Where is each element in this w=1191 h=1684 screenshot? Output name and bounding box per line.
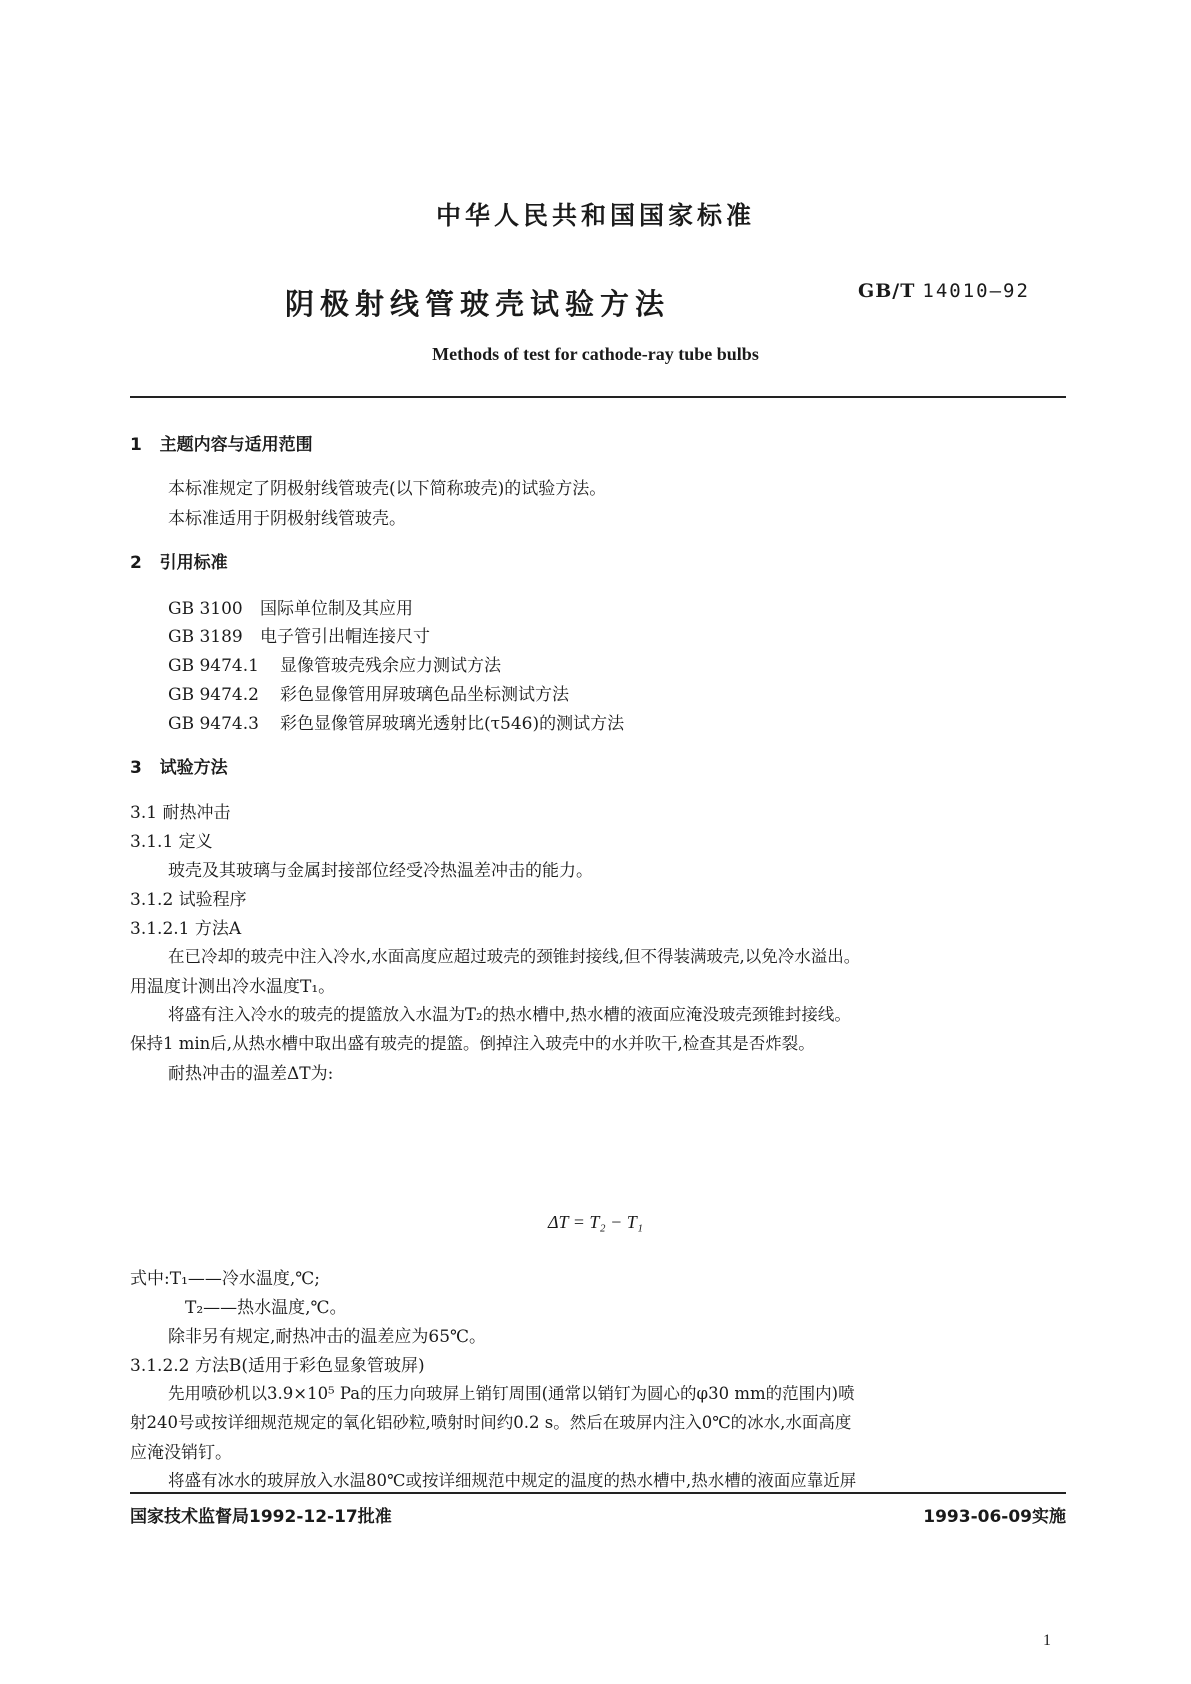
reference-code: GB 9474.2 bbox=[168, 685, 259, 705]
implementation-date: 1993-06-09实施 bbox=[923, 1507, 1066, 1527]
formula-where-t1: 式中:T₁——冷水温度,℃; bbox=[130, 1269, 321, 1289]
subsection-3-1-2-2: 3.1.2.2 方法B(适用于彩色显象管玻屏) bbox=[130, 1356, 425, 1376]
section-1-paragraph-1: 本标准规定了阴极射线管玻壳(以下简称玻壳)的试验方法。 bbox=[168, 479, 607, 499]
subsection-3-1-2-1: 3.1.2.1 方法A bbox=[130, 919, 242, 939]
subsection-3-1-2: 3.1.2 试验程序 bbox=[130, 890, 247, 910]
national-standard-heading: 中华人民共和国国家标准 bbox=[435, 201, 755, 230]
reference-name: 电子管引出帽连接尺寸 bbox=[260, 627, 430, 647]
section-3-title: 试验方法 bbox=[159, 758, 228, 778]
method-a-paragraph-1-line-2: 用温度计测出冷水温度T₁。 bbox=[130, 977, 336, 997]
approval-date: 国家技术监督局1992-12-17批准 bbox=[130, 1507, 392, 1527]
method-a-paragraph-4: 除非另有规定,耐热冲击的温差应为65℃。 bbox=[168, 1327, 487, 1347]
section-1-heading bbox=[130, 430, 313, 455]
subsection-3-1: 3.1 耐热冲击 bbox=[130, 803, 231, 823]
section-1-paragraph-2: 本标准适用于阴极射线管玻壳。 bbox=[168, 509, 406, 529]
reference-item bbox=[168, 622, 430, 647]
section-3-number: 3 bbox=[130, 758, 142, 778]
standard-code-prefix: GB/T bbox=[858, 280, 916, 302]
method-b-paragraph-1-line-3: 应淹没销钉。 bbox=[130, 1443, 232, 1463]
header-divider bbox=[130, 396, 1066, 398]
method-a-paragraph-1-line-1: 在已冷却的玻壳中注入冷水,水面高度应超过玻壳的颈锥封接线,但不得装满玻壳,以免冷水溢出。 bbox=[168, 947, 861, 966]
section-1-title: 主题内容与适用范围 bbox=[159, 435, 313, 455]
section-3-heading bbox=[130, 753, 228, 778]
method-a-paragraph-2-line-1: 将盛有注入冷水的玻壳的提篮放入水温为T₂的热水槽中,热水槽的液面应淹没玻壳颈锥封接线。 bbox=[168, 1005, 851, 1024]
reference-item bbox=[168, 709, 624, 734]
section-1-number: 1 bbox=[130, 435, 142, 455]
temperature-difference-formula: ΔT = T₂ − T₁ bbox=[547, 1212, 644, 1232]
document-title: 阴极射线管玻壳试验方法 bbox=[285, 287, 671, 321]
section-2-title: 引用标准 bbox=[159, 553, 228, 573]
reference-name: 彩色显像管用屏玻璃色品坐标测试方法 bbox=[280, 685, 569, 705]
footer-divider bbox=[130, 1492, 1066, 1494]
method-b-paragraph-2-line-1: 将盛有冰水的玻屏放入水温80℃或按详细规范中规定的温度的热水槽中,热水槽的液面应靠近屏 bbox=[168, 1471, 857, 1490]
reference-code: GB 9474.1 bbox=[168, 656, 259, 676]
standard-code bbox=[858, 280, 1030, 302]
section-2-number: 2 bbox=[130, 553, 142, 573]
method-a-paragraph-3: 耐热冲击的温差ΔT为: bbox=[168, 1064, 334, 1084]
method-b-paragraph-1-line-2: 射240号或按详细规范规定的氧化铝砂粒,喷射时间约0.2 s。然后在玻屏内注入0℃的冰水,水面高度 bbox=[130, 1413, 852, 1432]
method-a-paragraph-2-line-2: 保持1 min后,从热水槽中取出盛有玻壳的提篮。倒掉注入玻壳中的水并吹干,检查其是否炸裂。 bbox=[130, 1034, 815, 1053]
reference-code: GB 3100 bbox=[168, 599, 243, 619]
reference-name: 国际单位制及其应用 bbox=[260, 599, 413, 619]
subsection-3-1-1: 3.1.1 定义 bbox=[130, 832, 213, 852]
reference-name: 显像管玻壳残余应力测试方法 bbox=[280, 656, 501, 676]
reference-code: GB 9474.3 bbox=[168, 714, 259, 734]
reference-item bbox=[168, 680, 569, 705]
reference-item bbox=[168, 651, 501, 676]
section-2-heading bbox=[130, 548, 228, 573]
reference-code: GB 3189 bbox=[168, 627, 243, 647]
definition-paragraph: 玻壳及其玻璃与金属封接部位经受冷热温差冲击的能力。 bbox=[168, 861, 593, 881]
reference-name: 彩色显像管屏玻璃光透射比(τ546)的测试方法 bbox=[280, 714, 625, 734]
reference-item bbox=[168, 594, 413, 619]
standard-code-number: 14010—92 bbox=[922, 280, 1030, 302]
formula-where-t2: T₂——热水温度,℃。 bbox=[185, 1298, 347, 1318]
english-title: Methods of test for cathode-ray tube bulbs bbox=[432, 344, 759, 364]
method-b-paragraph-1-line-1: 先用喷砂机以3.9×10⁵ Pa的压力向玻屏上销钉周围(通常以销钉为圆心的φ30 mm的范围内)喷 bbox=[168, 1384, 855, 1403]
page-number: 1 bbox=[1043, 1632, 1051, 1649]
